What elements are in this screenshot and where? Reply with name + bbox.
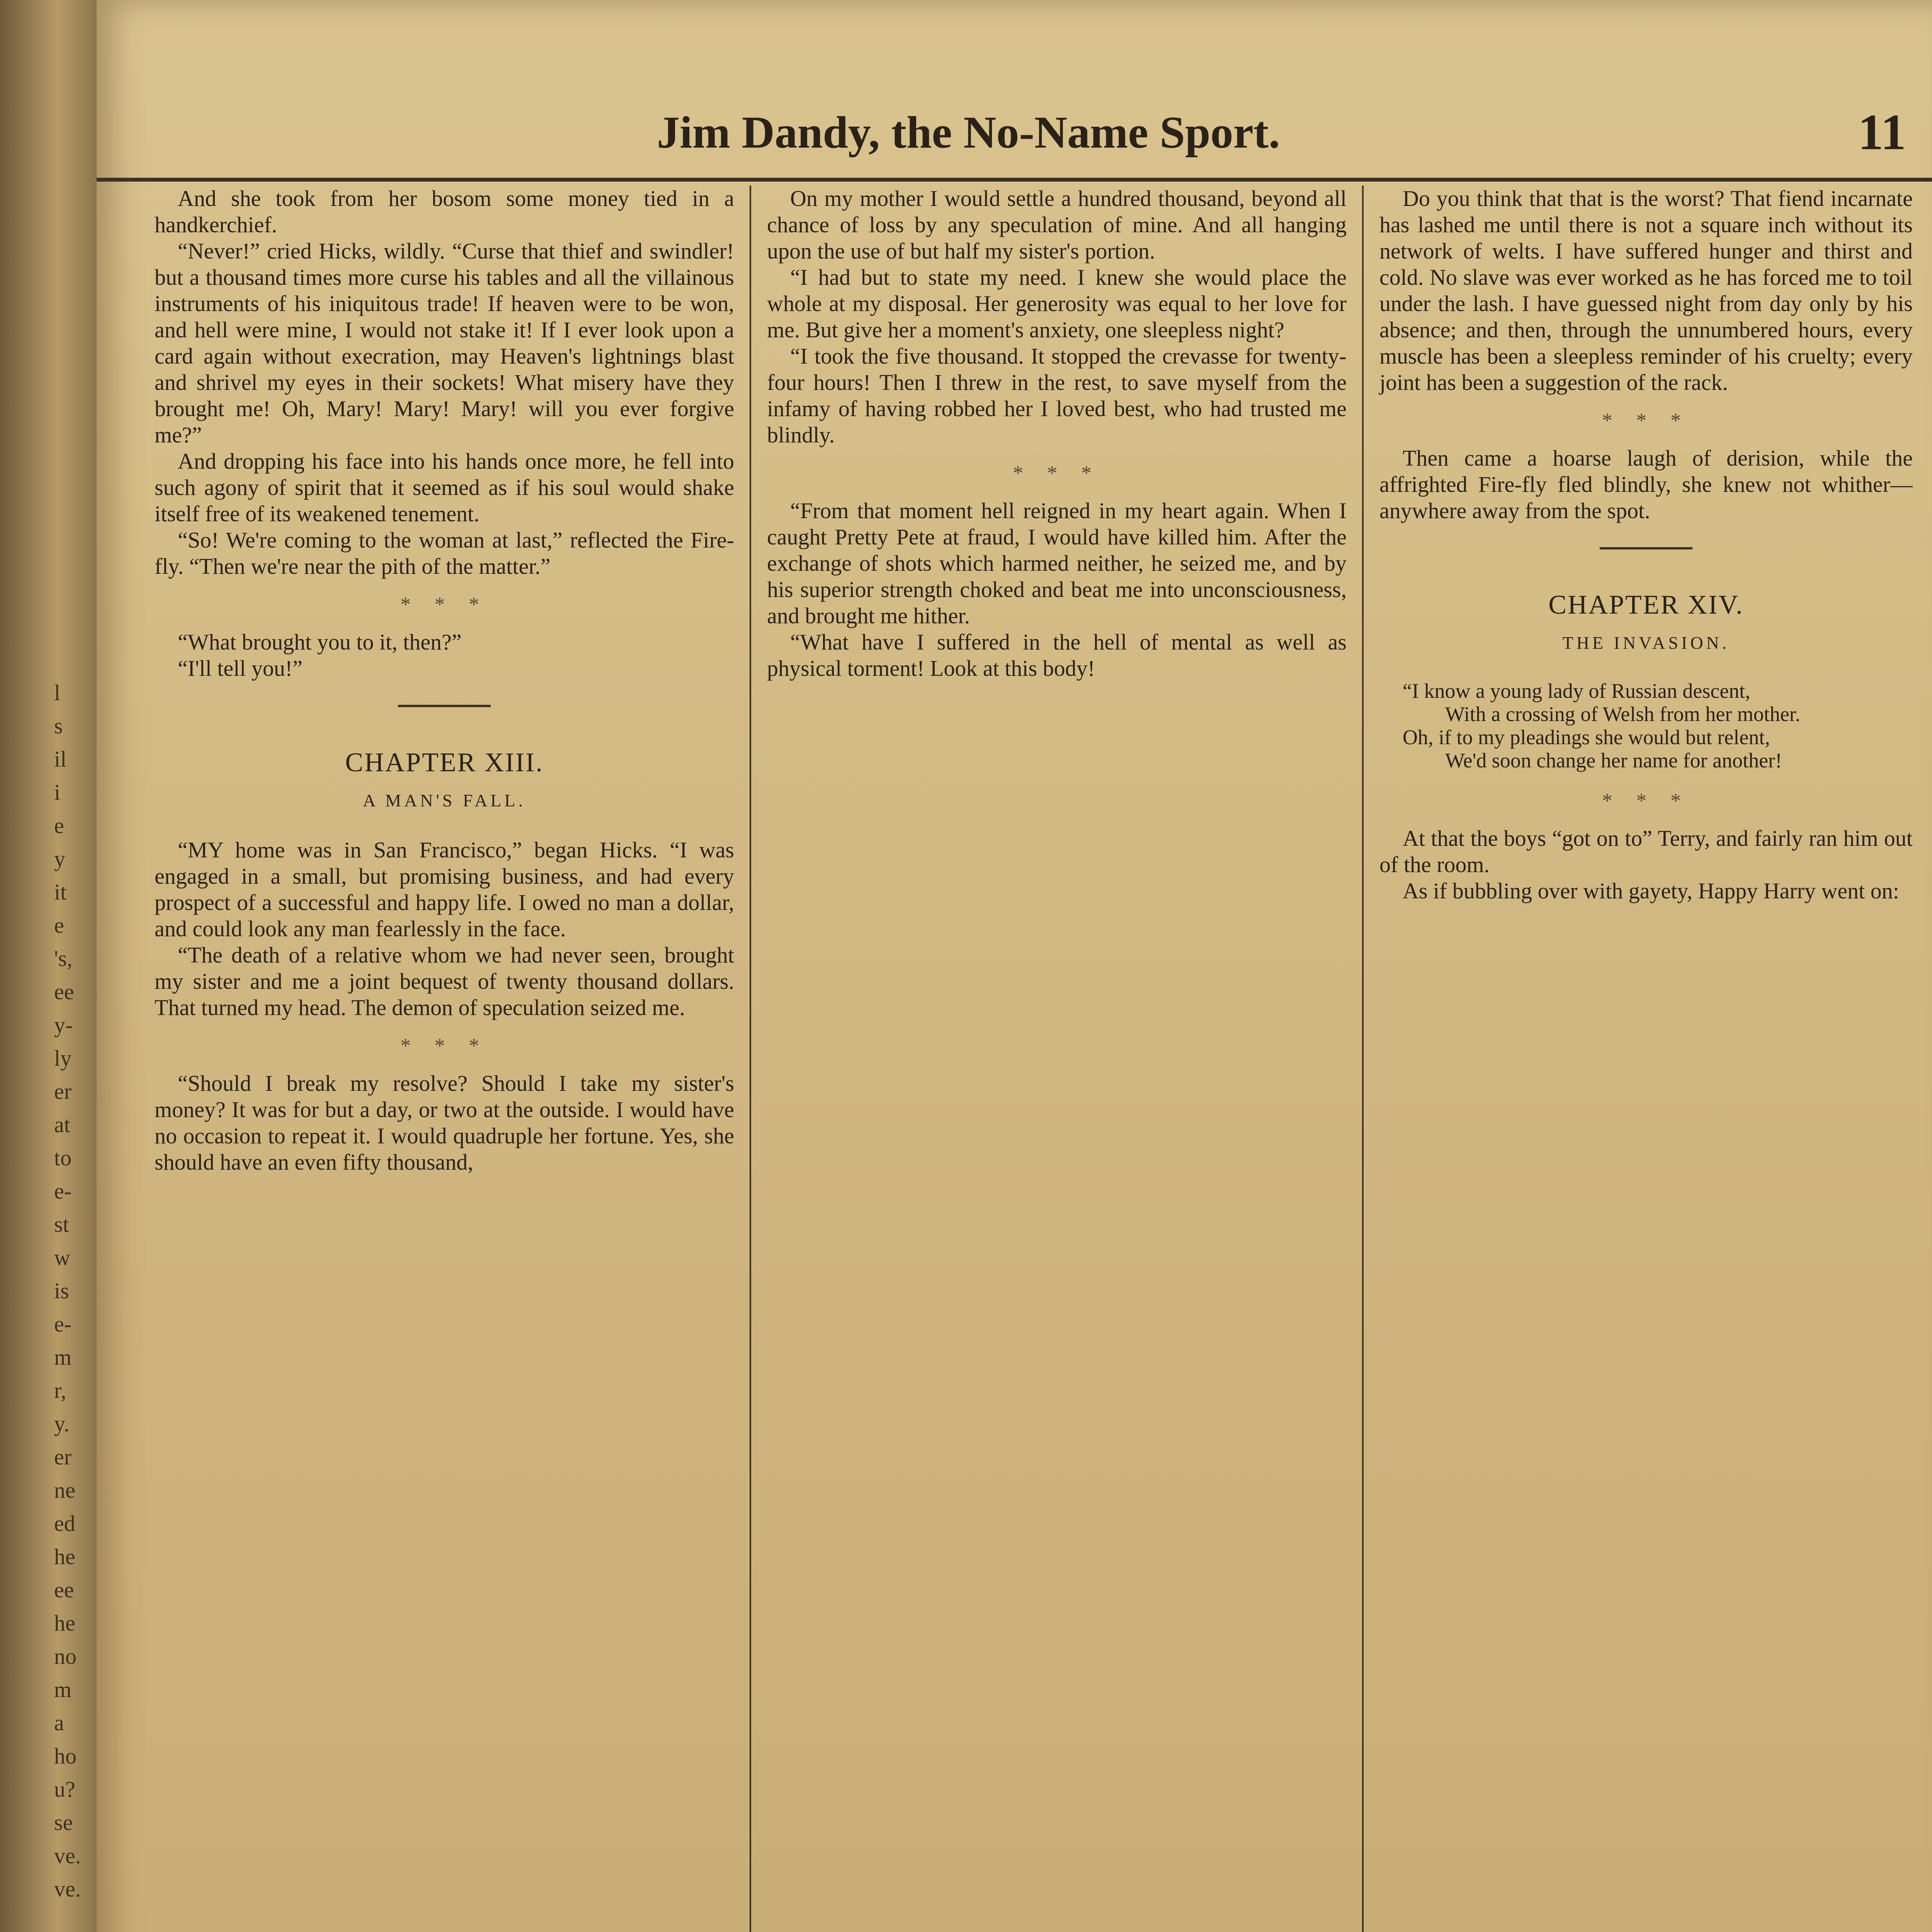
fragment: he [54, 1544, 75, 1569]
omitted-text-marker: * * * [1602, 789, 1690, 812]
paragraph: “The death of a relative whom we had never seen, brought my sister and me a joint bequest of twenty thousand dollars. That turned my head. The demon of speculation seized me. [155, 942, 734, 1020]
omitted-text-marker: * * * [1013, 461, 1101, 485]
paragraph: “I took the five thousand. It stopped the crevasse for twenty-four hours! Then I threw in the rest, to save myself from the infamy of having robbed her I loved best, who had trusted me blindly. [767, 344, 1347, 447]
paragraph: “I had but to state my need. I knew she would place the whole at my disposal. Her generosity was equal to her love for me. But give her a moment's anxiety, one sleepless night? [767, 265, 1347, 342]
paragraph: Then came a hoarse laugh of derision, while the affrighted Fire-fly fled blindly, she knew not whither—anywhere away from the spot. [1379, 446, 1913, 523]
fragment: y. [54, 1411, 70, 1436]
chapter-subtitle: THE INVASION. [1562, 633, 1730, 653]
fragment: ee [54, 1577, 74, 1602]
previous-page-fragments [54, 676, 93, 1906]
fragment: ed [54, 1511, 75, 1536]
page-number: 11 [1858, 104, 1906, 160]
fragment: ee [54, 979, 74, 1004]
fragment: r, [54, 1378, 66, 1403]
chapter-divider [1600, 547, 1692, 549]
verse-line: With a crossing of Welsh from her mother. [1445, 702, 1801, 726]
fragment: se [54, 1810, 73, 1835]
omitted-text-marker: * * * [400, 1034, 488, 1057]
paragraph: “What brought you to it, then?” [178, 629, 462, 655]
paragraph: “Never!” cried Hicks, wildly. “Curse that thief and swindler! but a thousand times more curse his tables and all the villainous instruments of his iniquitous trade! If heaven were to be won, and hell were mine, I would not stake it! If I ever look upon a card again without execration, may Heaven's lightnings blast and shrivel my eyes in their sockets! What misery have they brought me! Oh, Mary! Mary! Mary! will you ever forgive me?” [155, 238, 734, 447]
verse-line: We'd soon change her name for another! [1445, 749, 1782, 772]
fragment: at [54, 1112, 70, 1137]
chapter-divider [398, 705, 491, 707]
fragment: s [54, 713, 63, 738]
fragment: ly [54, 1046, 72, 1071]
fragment: e- [54, 1311, 72, 1337]
fragment: w [54, 1245, 70, 1270]
fragment: to [54, 1145, 72, 1170]
paragraph: And she took from her bosom some money tied in a handkerchief. [155, 186, 734, 237]
column-rule [1362, 185, 1364, 1932]
fragment: er [54, 1079, 72, 1104]
fragment: y- [54, 1012, 73, 1037]
paragraph: “What have I suffered in the hell of mental as well as physical torment! Look at this body! [767, 629, 1347, 681]
fragment: u? [54, 1777, 75, 1802]
chapter-title: CHAPTER XIV. [1548, 590, 1744, 620]
fragment: e- [54, 1179, 72, 1204]
column-2 [767, 185, 1347, 682]
column-rule [750, 185, 751, 1932]
page-header [97, 62, 1932, 182]
fragment: m [54, 1677, 72, 1702]
fragment: e [54, 813, 64, 838]
previous-page-edge [0, 0, 97, 1932]
paragraph: “From that moment hell reigned in my heart again. When I caught Pretty Pete at fraud, I would have killed him. After the exchange of shots which harmed neither, he seized me, and by his superior strength choked and beat me into unconsciousness, and brought me hither. [767, 498, 1347, 628]
paragraph: And dropping his face into his hands once more, he fell into such agony of spirit that it seemed as if his soul would shake itself free of its weakened tenement. [155, 449, 734, 526]
fragment: ve. [54, 1843, 81, 1868]
fragment: ho [54, 1743, 77, 1769]
verse-block [1403, 679, 1913, 772]
fragment: m [54, 1345, 72, 1370]
fragment: ne [54, 1478, 75, 1503]
chapter-title: CHAPTER XIII. [345, 748, 544, 777]
paragraph: “So! We're coming to the woman at last,” reflected the Fire-fly. “Then we're near the pith of the matter.” [155, 527, 734, 579]
column-1 [155, 185, 734, 1175]
omitted-text-marker: * * * [400, 593, 488, 616]
paragraph: On my mother I would settle a hundred thousand, beyond all chance of loss by any speculation of mine. And all hanging upon the use of but half my sister's portion. [767, 186, 1347, 264]
chapter-subtitle: A MAN'S FALL. [363, 791, 526, 810]
paragraph: “I'll tell you!” [178, 656, 303, 681]
paragraph: At that the boys “got on to” Terry, and fairly ran him out of the room. [1379, 826, 1913, 877]
fragment: i [54, 780, 61, 805]
running-title: Jim Dandy, the No-Name Sport. [657, 107, 1280, 158]
fragment: er [54, 1444, 72, 1469]
fragment: l [54, 680, 61, 705]
paragraph: “Should I break my resolve? Should I take my sister's money? It was for but a day, or two at the outside. I would have no occasion to repeat it. I would quadruple her fortune. Yes, she should have an even fifty thousand, [155, 1071, 734, 1175]
fragment: y [54, 846, 65, 871]
paragraph: Do you think that that is the worst? That fiend incarnate has lashed me until there is not a square inch without its network of welts. I have suffered hunger and thirst and cold. No slave was ever worked as he has forced me to toil under the lash. I have guessed night from day only by his absence; and then, through the unnumbered hours, every muscle has been a sleepless reminder of his cruelty; every joint has been a suggestion of the rack. [1379, 186, 1913, 395]
fragment: st [54, 1212, 69, 1237]
fragment: il [54, 747, 67, 772]
fragment: no [54, 1644, 77, 1669]
fragment: 's, [54, 946, 73, 971]
verse-line: “I know a young lady of Russian descent, [1403, 679, 1750, 702]
fragment: ve. [54, 1876, 81, 1901]
fragment: it [54, 879, 67, 905]
newspaper-page [97, 0, 1932, 1932]
verse-line: Oh, if to my pleadings she would but relent, [1403, 726, 1770, 749]
paragraph: “MY home was in San Francisco,” began Hicks. “I was engaged in a small, but promising business, and had every prospect of a successful and happy life. I owed no man a dollar, and could look any man fearlessly in the face. [155, 837, 734, 941]
fragment: he [54, 1611, 75, 1636]
paragraph: As if bubbling over with gayety, Happy Harry went on: [1403, 878, 1899, 903]
fragment: is [54, 1278, 69, 1303]
fragment: a [54, 1710, 64, 1735]
column-3 [1379, 185, 1913, 904]
omitted-text-marker: * * * [1602, 409, 1690, 432]
fragment: e [54, 913, 64, 938]
